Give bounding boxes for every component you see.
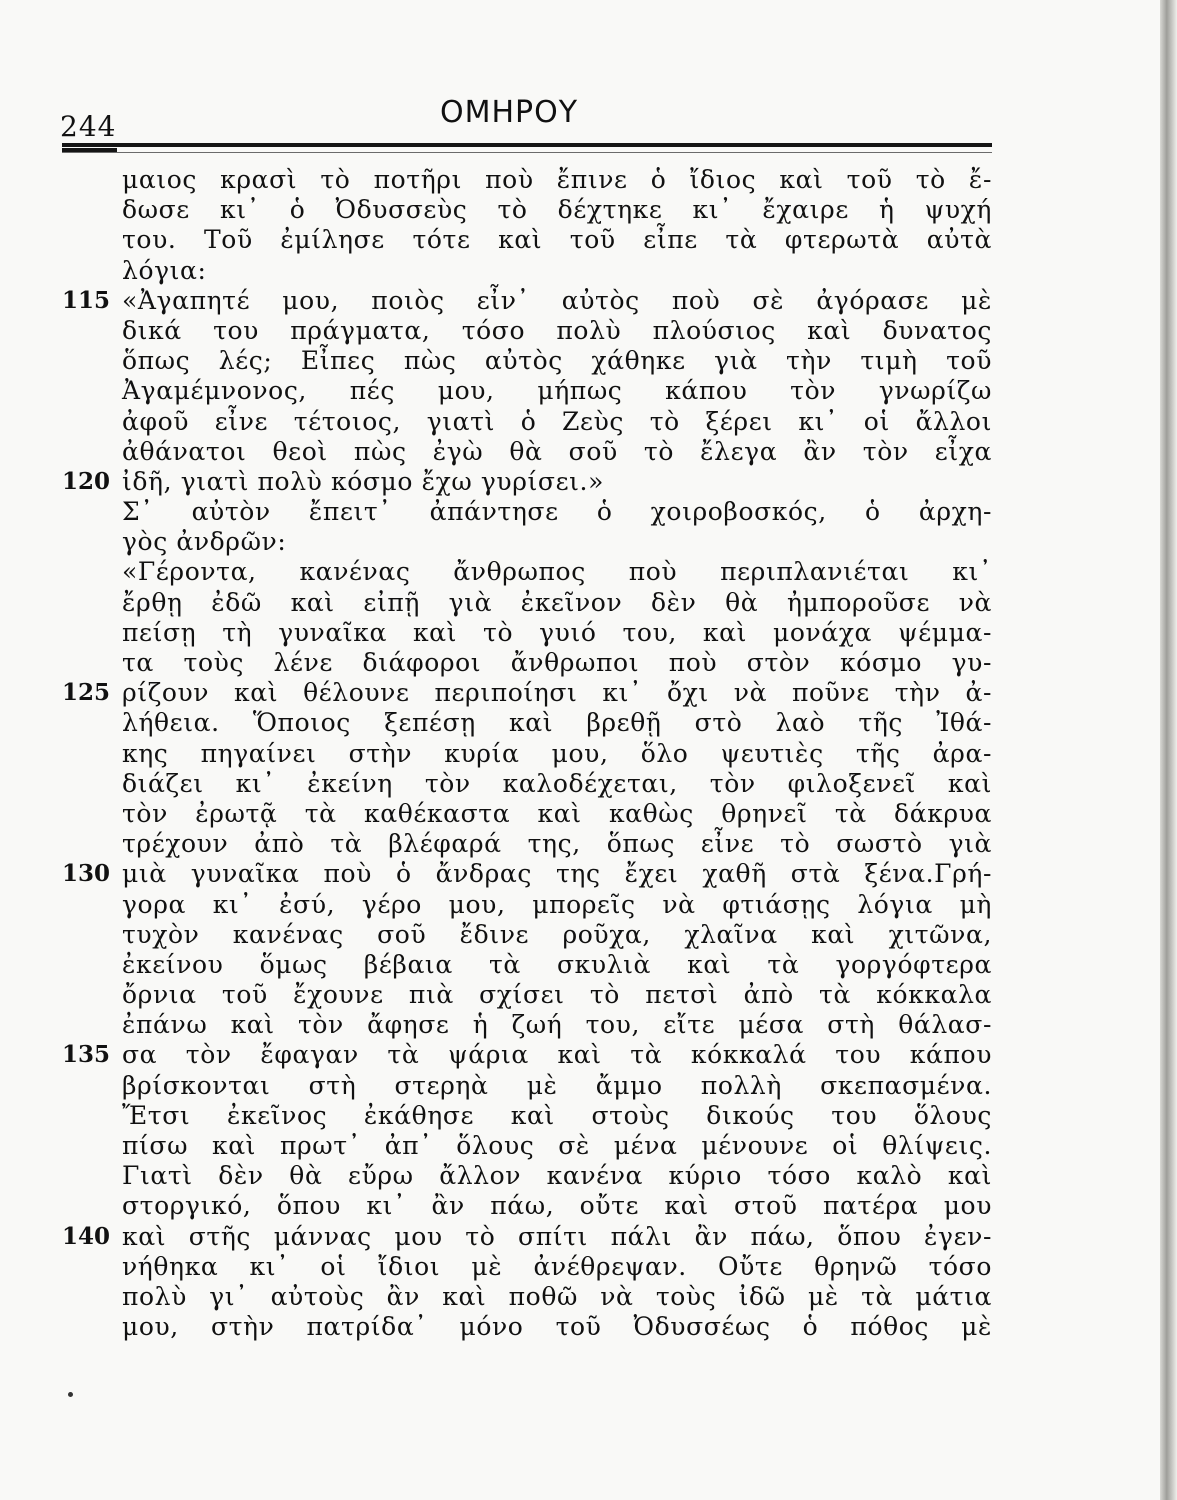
text-body <box>0 165 1160 1342</box>
line-text: δωσε κι᾽ ὁ Ὀδυσσεὺς τὸ δέχτηκε κι᾽ ἔχαιρε ἡ ψυχή <box>122 195 992 225</box>
text-line <box>0 195 1160 225</box>
text-line <box>0 890 1160 920</box>
text-line <box>0 588 1160 618</box>
line-text: Ἀγαμέμνονος, πές μου, μήπως κάπου τὸν γνωρίζω <box>122 376 992 406</box>
line-text: κης πηγαίνει στὴν κυρία μου, ὅλο ψευτιὲς τῆς ἀρα- <box>122 738 992 768</box>
text-line <box>0 225 1160 255</box>
line-text: βρίσκονται στὴ στερηὰ μὲ ἄμμο πολλὴ σκεπασμένα. <box>122 1070 992 1100</box>
text-line <box>0 376 1160 406</box>
page-speck <box>68 1392 73 1397</box>
page-edge-shadow <box>1160 0 1177 1500</box>
text-line <box>0 1131 1160 1161</box>
text-line <box>0 286 1160 316</box>
text-line <box>0 256 1160 286</box>
text-line <box>0 1312 1160 1342</box>
line-text: λήθεια. Ὅποιος ξεπέσῃ καὶ βρεθῇ στὸ λαὸ τῆς Ἰθά- <box>122 708 992 738</box>
line-text: Σ᾽ αὐτὸν ἔπειτ᾽ ἀπάντησε ὁ χοιροβοσκός, ὁ ἀρχη- <box>122 497 992 527</box>
line-text: ἐκείνου ὅμως βέβαια τὰ σκυλιὰ καὶ τὰ γοργόφτερα <box>122 949 992 979</box>
line-text: ἰδῆ, γιατὶ πολὺ κόσμο ἔχω γυρίσει.» <box>122 466 604 496</box>
text-line <box>0 557 1160 587</box>
page-number: 244 <box>60 110 117 143</box>
line-number: 120 <box>62 467 111 495</box>
line-number: 135 <box>62 1041 111 1069</box>
text-line <box>0 678 1160 708</box>
text-line <box>0 1010 1160 1040</box>
line-text: ἀθάνατοι θεοὶ πὼς ἐγὼ θὰ σοῦ τὸ ἔλεγα ἂν τὸν εἶχα <box>122 436 992 466</box>
line-text: νήθηκα κι᾽ οἱ ἴδιοι μὲ ἀνέθρεψαν. Οὔτε θρηνῶ τόσο <box>122 1251 992 1281</box>
line-text: διάζει κι᾽ ἐκείνη τὸν καλοδέχεται, τὸν φιλοξενεῖ καὶ <box>122 768 992 798</box>
text-line <box>0 346 1160 376</box>
line-text: ὄρνια τοῦ ἔχουνε πιὰ σχίσει τὸ πετσὶ ἀπὸ τὰ κόκκαλα <box>122 980 992 1010</box>
text-line <box>0 829 1160 859</box>
line-text: καὶ στῆς μάννας μου τὸ σπίτι πάλι ἂν πάω, ὅπου ἐγεν- <box>122 1221 992 1251</box>
text-line <box>0 437 1160 467</box>
line-text: δικά του πράγματα, τόσο πολὺ πλούσιος καὶ δυνατος <box>122 315 992 345</box>
line-text: «Ἀγαπητέ μου, ποιὸς εἶν᾽ αὐτὸς ποὺ σὲ ἀγόρασε μὲ <box>122 285 992 315</box>
line-text: μιὰ γυναῖκα ποὺ ὁ ἄνδρας της ἔχει χαθῆ στὰ ξένα.Γρή- <box>122 859 992 889</box>
line-text: μου, στὴν πατρίδα᾽ μόνο τοῦ Ὀδυσσέως ὁ πόθος μὲ <box>122 1312 992 1342</box>
text-line <box>0 708 1160 738</box>
line-text: γὸς ἀνδρῶν: <box>122 527 287 557</box>
text-line <box>0 1222 1160 1252</box>
header-rule <box>62 143 992 147</box>
line-text: στοργικό, ὅπου κι᾽ ἂν πάω, οὔτε καὶ στοῦ πατέρα μου <box>122 1191 992 1221</box>
line-text: γορα κι᾽ ἐσύ, γέρο μου, μπορεῖς νὰ φτιάσῃς λόγια μὴ <box>122 889 992 919</box>
line-text: πείσῃ τὴ γυναῖκα καὶ τὸ γυιό του, καὶ μονάχα ψέμμα- <box>122 617 992 647</box>
line-text: ἀφοῦ εἶνε τέτοιος, γιατὶ ὁ Ζεὺς τὸ ξέρει κι᾽ οἱ ἄλλοι <box>122 406 992 436</box>
text-line <box>0 799 1160 829</box>
text-line <box>0 1101 1160 1131</box>
text-line <box>0 497 1160 527</box>
line-text: τυχὸν κανένας σοῦ ἔδινε ροῦχα, χλαῖνα καὶ χιτῶνα, <box>122 919 992 949</box>
line-text: ἐπάνω καὶ τὸν ἄφησε ἡ ζωή του, εἴτε μέσα στὴ θάλασ- <box>122 1010 992 1040</box>
line-number: 125 <box>62 679 111 707</box>
text-line <box>0 1161 1160 1191</box>
running-head: ΟΜΗΡΟΥ <box>440 95 579 130</box>
line-number: 115 <box>62 286 111 314</box>
line-number: 130 <box>62 860 111 888</box>
line-text: τα τοὺς λένε διάφοροι ἄνθρωποι ποὺ στὸν κόσμο γυ- <box>122 648 992 677</box>
text-line <box>0 1282 1160 1312</box>
text-line <box>0 1071 1160 1101</box>
text-line <box>0 648 1160 678</box>
line-text: σα τὸν ἔφαγαν τὰ ψάρια καὶ τὰ κόκκαλά του κάπου <box>122 1040 992 1070</box>
text-line <box>0 980 1160 1010</box>
line-text: λόγια: <box>122 255 207 285</box>
text-line <box>0 316 1160 346</box>
line-text: πίσω καὶ πρωτ᾽ ἀπ᾽ ὅλους σὲ μένα μένουνε οἱ θλίψεις. <box>122 1131 992 1160</box>
text-line <box>0 1191 1160 1221</box>
line-text: Γιατὶ δὲν θὰ εὔρω ἄλλον κανένα κύριο τόσο καλὸ καὶ <box>122 1161 992 1191</box>
text-line <box>0 739 1160 769</box>
line-text: Ἔτσι ἐκεῖνος ἐκάθησε καὶ στοὺς δικούς του ὅλους <box>122 1100 992 1130</box>
text-line <box>0 1252 1160 1282</box>
line-text: του. Τοῦ ἐμίλησε τότε καὶ τοῦ εἶπε τὰ φτερωτὰ αὐτὰ <box>122 225 992 255</box>
text-line <box>0 407 1160 437</box>
text-line <box>0 467 1160 497</box>
text-line <box>0 950 1160 980</box>
text-line <box>0 527 1160 557</box>
text-line <box>0 769 1160 799</box>
line-text: τρέχουν ἀπὸ τὰ βλέφαρά της, ὅπως εἶνε τὸ σωστὸ γιὰ <box>122 829 992 859</box>
text-line <box>0 618 1160 648</box>
text-line <box>0 920 1160 950</box>
line-text: ὅπως λές; Εἶπες πὼς αὐτὸς χάθηκε γιὰ τὴν τιμὴ τοῦ <box>122 346 992 376</box>
line-text: πολὺ γι᾽ αὐτοὺς ἂν καὶ ποθῶ νὰ τοὺς ἰδῶ μὲ τὰ μάτια <box>122 1281 992 1311</box>
header-rule-thin <box>62 152 992 153</box>
line-text: τὸν ἐρωτᾷ τὰ καθέκαστα καὶ καθὼς θρηνεῖ τὰ δάκρυα <box>122 798 992 828</box>
line-number: 140 <box>62 1222 111 1250</box>
text-line <box>0 859 1160 889</box>
line-text: «Γέροντα, κανένας ἄνθρωπος ποὺ περιπλανιέται κι᾽ <box>122 557 992 587</box>
text-line <box>0 165 1160 195</box>
text-line <box>0 1040 1160 1070</box>
line-text: ρίζουν καὶ θέλουνε περιποίησι κι᾽ ὄχι νὰ ποῦνε τὴν ἀ- <box>122 678 992 708</box>
line-text: ἔρθῃ ἐδῶ καὶ εἰπῇ γιὰ ἐκεῖνον δὲν θὰ ἠμποροῦσε νὰ <box>122 587 992 617</box>
line-text: μαιος κρασὶ τὸ ποτῆρι ποὺ ἔπινε ὁ ἴδιος καὶ τοῦ τὸ ἔ- <box>122 165 992 194</box>
